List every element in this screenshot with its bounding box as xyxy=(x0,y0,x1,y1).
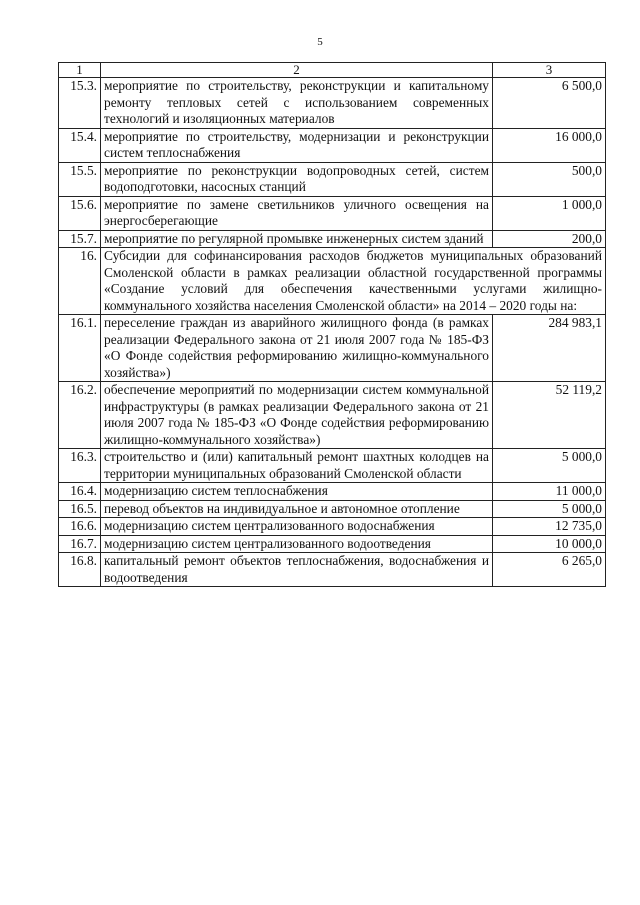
row-number: 16.4. xyxy=(59,483,101,501)
row-description: мероприятие по строительству, модернизации и реконструкции систем теплоснабжения xyxy=(101,128,493,162)
table-row xyxy=(59,553,606,587)
row-description: строительство и (или) капитальный ремонт шахтных колодцев на территории муниципальных образований Смоленской области xyxy=(101,449,493,483)
table-row xyxy=(59,315,606,382)
row-number: 16.8. xyxy=(59,553,101,587)
row-number: 15.3. xyxy=(59,78,101,129)
table-row xyxy=(59,483,606,501)
table-row xyxy=(59,196,606,230)
table-row xyxy=(59,518,606,536)
row-number: 15.4. xyxy=(59,128,101,162)
row-description: мероприятие по замене светильников уличного освещения на энергосберегающие xyxy=(101,196,493,230)
row-amount: 12 735,0 xyxy=(493,518,606,536)
row-amount: 11 000,0 xyxy=(493,483,606,501)
row-amount: 52 119,2 xyxy=(493,382,606,449)
column-header-description: 2 xyxy=(101,63,493,78)
row-description: модернизацию систем теплоснабжения xyxy=(101,483,493,501)
table-row xyxy=(59,382,606,449)
table-row xyxy=(59,162,606,196)
row-amount: 5 000,0 xyxy=(493,500,606,518)
row-description: обеспечение мероприятий по модернизации систем коммунальной инфраструктуры (в рамках реализации Федерального закона от 21 июля 2007 года № 185-ФЗ «О Фонде содействия реформированию жилищно-коммунального хозяйства») xyxy=(101,382,493,449)
row-amount: 6 265,0 xyxy=(493,553,606,587)
row-amount: 1 000,0 xyxy=(493,196,606,230)
row-number: 16.7. xyxy=(59,535,101,553)
column-header-amount: 3 xyxy=(493,63,606,78)
page-number: 5 xyxy=(317,36,323,48)
table-row xyxy=(59,230,606,248)
row-number: 16. xyxy=(59,248,101,315)
column-header-number: 1 xyxy=(59,63,101,78)
row-description: модернизацию систем централизованного водоснабжения xyxy=(101,518,493,536)
table-body xyxy=(59,78,606,587)
row-description: переселение граждан из аварийного жилищного фонда (в рамках реализации Федерального закона от 21 июля 2007 года № 185-ФЗ «О Фонде содействия реформированию жилищно-коммунального хозяйства») xyxy=(101,315,493,382)
row-amount: 6 500,0 xyxy=(493,78,606,129)
budget-table xyxy=(58,62,606,587)
row-number: 16.3. xyxy=(59,449,101,483)
row-number: 16.6. xyxy=(59,518,101,536)
row-description: мероприятие по регулярной промывке инженерных систем зданий xyxy=(101,230,493,248)
row-amount: 200,0 xyxy=(493,230,606,248)
row-amount: 500,0 xyxy=(493,162,606,196)
table-row xyxy=(59,500,606,518)
table-row xyxy=(59,535,606,553)
row-number: 15.6. xyxy=(59,196,101,230)
row-number: 16.2. xyxy=(59,382,101,449)
row-description: перевод объектов на индивидуальное и автономное отопление xyxy=(101,500,493,518)
row-amount: 10 000,0 xyxy=(493,535,606,553)
row-description: мероприятие по реконструкции водопроводных сетей, систем водоподготовки, насосных станций xyxy=(101,162,493,196)
row-amount: 5 000,0 xyxy=(493,449,606,483)
row-description: капитальный ремонт объектов теплоснабжения, водоснабжения и водоотведения xyxy=(101,553,493,587)
row-amount: 16 000,0 xyxy=(493,128,606,162)
table-row xyxy=(59,248,606,315)
table-row xyxy=(59,128,606,162)
row-description: Субсидии для софинансирования расходов бюджетов муниципальных образований Смоленской области в рамках реализации областной государственной программы «Создание условий для обеспечения качественными услугами жилищно-коммунального хозяйства населения Смоленской области» на 2014 – 2020 годы на: xyxy=(101,248,606,315)
row-amount: 284 983,1 xyxy=(493,315,606,382)
row-number: 15.5. xyxy=(59,162,101,196)
table-row xyxy=(59,449,606,483)
row-number: 16.1. xyxy=(59,315,101,382)
row-number: 15.7. xyxy=(59,230,101,248)
row-description: модернизацию систем централизованного водоотведения xyxy=(101,535,493,553)
table-header-row xyxy=(59,63,606,78)
table-row xyxy=(59,78,606,129)
row-description: мероприятие по строительству, реконструкции и капитальному ремонту тепловых сетей с использованием современных технологий и изоляционных материалов xyxy=(101,78,493,129)
row-number: 16.5. xyxy=(59,500,101,518)
